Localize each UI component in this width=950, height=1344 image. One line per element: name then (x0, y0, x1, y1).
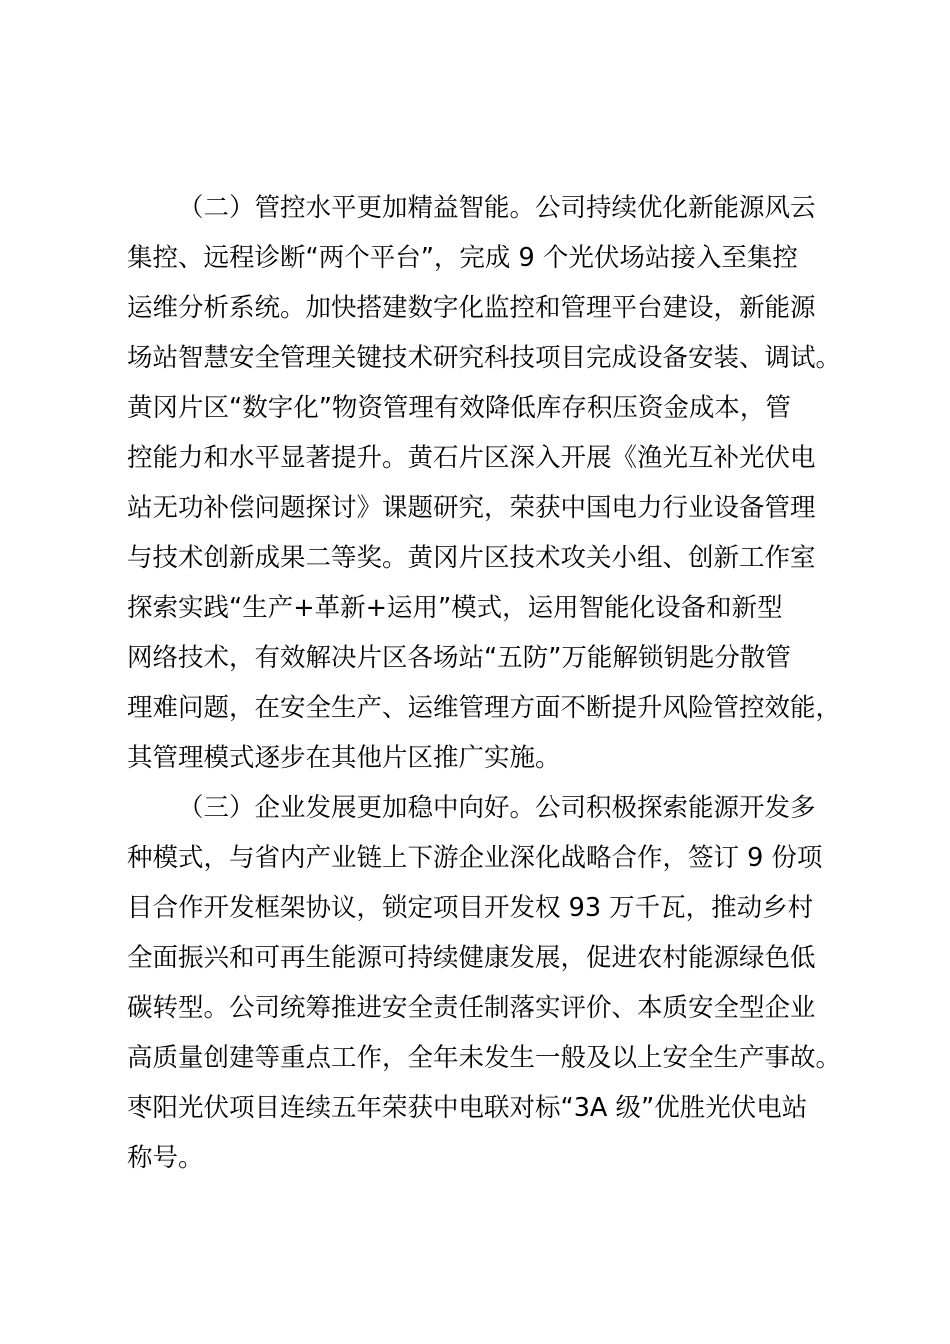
text-line: 目合作开发框架协议，锁定项目开发权 93 万千瓦，推动乡村 (127, 893, 814, 923)
text-line: 探索实践“生产+革新+运用”模式，运用智能化设备和新型 (127, 593, 783, 623)
text-line: 种模式，与省内产业链上下游企业深化战略合作，签订 9 份项 (127, 843, 823, 873)
text-line: 全面振兴和可再生能源可持续健康发展，促进农村能源绿色低 (127, 943, 816, 973)
text-line: （二）管控水平更加精益智能。公司持续优化新能源风云 (178, 193, 816, 223)
text-line: 高质量创建等重点工作，全年未发生一般及以上安全生产事故。 (127, 1043, 842, 1073)
text-line: 控能力和水平显著提升。黄石片区深入开展《渔光互补光伏电 (127, 443, 816, 473)
body-text (127, 183, 862, 1183)
text-line: 集控、远程诊断“两个平台”，完成 9 个光伏场站接入至集控 (127, 243, 798, 273)
text-line: 黄冈片区“数字化”物资管理有效降低库存积压资金成本，管 (127, 393, 791, 423)
text-line: 与技术创新成果二等奖。黄冈片区技术攻关小组、创新工作室 (127, 543, 816, 573)
text-line: 运维分析系统。加快搭建数字化监控和管理平台建设，新能源 (127, 293, 816, 323)
text-line: 其管理模式逐步在其他片区推广实施。 (127, 743, 561, 773)
text-line: 场站智慧安全管理关键技术研究科技项目完成设备安装、调试。 (127, 343, 842, 373)
text-line: 枣阳光伏项目连续五年荣获中电联对标“3A 级”优胜光伏电站 (127, 1093, 808, 1123)
paragraph-enterprise-development (127, 783, 862, 1183)
text-line: 称号。 (127, 1143, 204, 1173)
text-line: 站无功补偿问题探讨》课题研究，荣获中国电力行业设备管理 (127, 493, 816, 523)
text-line: 碳转型。公司统筹推进安全责任制落实评价、本质安全型企业 (127, 993, 816, 1023)
text-line: （三）企业发展更加稳中向好。公司积极探索能源开发多 (178, 793, 816, 823)
paragraph-management-control (127, 183, 862, 783)
text-line: 网络技术，有效解决片区各场站“五防”万能解锁钥匙分散管 (127, 643, 791, 673)
text-line: 理难问题，在安全生产、运维管理方面不断提升风险管控效能， (127, 693, 842, 723)
